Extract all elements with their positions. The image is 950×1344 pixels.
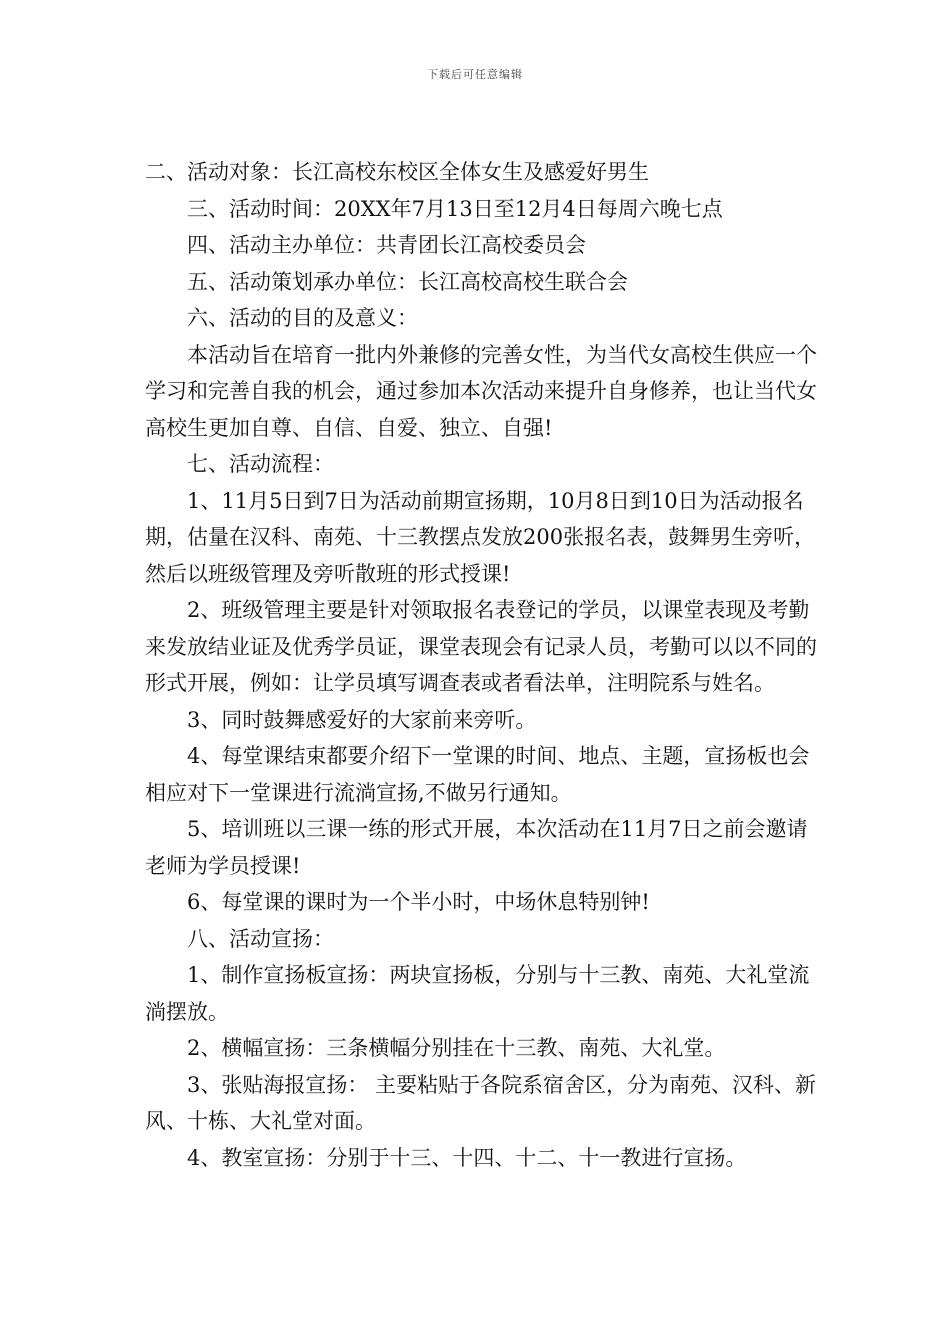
paragraph-promotion-item-4: 4、教室宣扬：分别于十三、十四、十二、十一教进行宣扬。 [187, 1145, 747, 1170]
paragraph-process-item-2: 2、班级管理主要是针对领取报名表登记的学员，以课堂表现及考勤来发放结业证及优秀学员证，课堂表现会有记录人员，考勤可以以不同的形式开展，例如：让学员填写调查表或者看法单，注明院系与姓名。 [145, 598, 817, 695]
paragraph-process-item-5: 5、培训班以三课一练的形式开展，本次活动在11月7日之前会邀请老师为学员授课! [145, 817, 808, 878]
paragraph-purpose-heading: 六、活动的目的及意义： [187, 306, 418, 330]
paragraph-promotion-item-1: 1、制作宣扬板宣扬：两块宣扬板，分别与十三教、南苑、大礼堂流淌摆放。 [145, 963, 810, 1024]
paragraph-undertaker: 五、活动策划承办单位：长江高校高校生联合会 [187, 269, 628, 294]
paragraph-process-item-3: 3、同时鼓舞感爱好的大家前来旁听。 [187, 707, 537, 732]
paragraph-process-item-6: 6、每堂课的课时为一个半小时，中场休息特别钟! [187, 890, 650, 914]
paragraph-promotion-item-3: 3、张贴海报宣扬： 主要粘贴于各院系宿舍区，分为南苑、汉科、新风、十栋、大礼堂对面。 [145, 1072, 817, 1133]
paragraph-promotion-item-2: 2、横幅宣扬：三条横幅分别挂在十三教、南苑、大礼堂。 [187, 1036, 726, 1060]
page-header: 下载后可任意编辑 [427, 68, 523, 81]
paragraph-activity-target: 二、活动对象：长江高校东校区全体女生及感爱好男生 [145, 160, 649, 184]
paragraph-purpose-body: 本活动旨在培育一批内外兼修的完善女性，为当代女高校生供应一个学习和完善自我的机会，通过参加本次活动来提升自身修养，也让当代女高校生更加自尊、自信、自爱、独立、自强! [145, 342, 817, 440]
paragraph-process-heading: 七、活动流程： [187, 452, 334, 476]
paragraph-activity-time: 三、活动时间：20XX年7月13日至12月4日每周六晚七点 [187, 196, 723, 221]
paragraph-process-item-1: 1、11月5日到7日为活动前期宣扬期，10月8日到10日为活动报名期，估量在汉科、南苑、十三教摆点发放200张报名表，鼓舞男生旁听，然后以班级管理及旁听散班的形式授课! [145, 488, 816, 586]
paragraph-promotion-heading: 八、活动宣扬： [187, 926, 334, 951]
paragraph-organizer: 四、活动主办单位：共青团长江高校委员会 [187, 233, 586, 257]
paragraph-process-item-4: 4、每堂课结束都要介绍下一堂课的时间、地点、主题，宣扬板也会相应对下一堂课进行流淌宣扬,不做另行通知。 [145, 744, 810, 805]
document-body [145, 154, 825, 1176]
